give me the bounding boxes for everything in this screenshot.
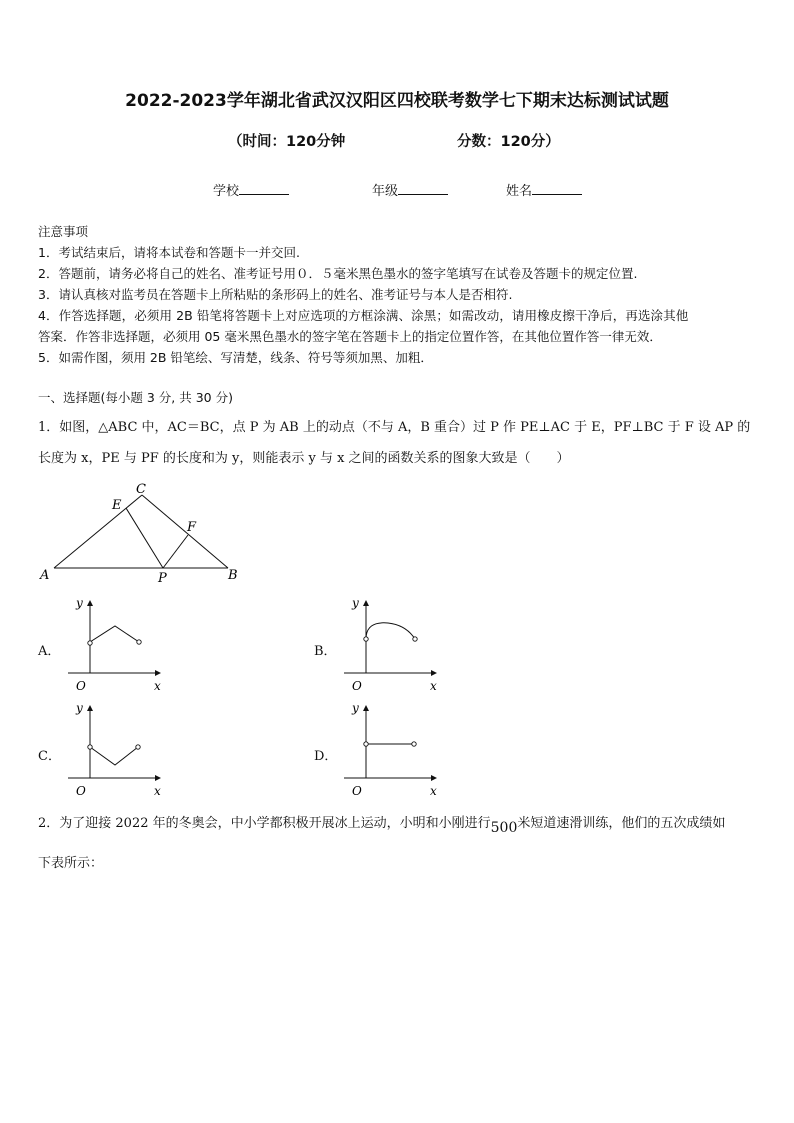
open-point	[136, 745, 140, 749]
question-2-line-1	[38, 812, 726, 836]
notice-item: 答案．作答非选择题，必须用 05 毫米黑色墨水的签字笔在答题卡上的指定位置作答，在其他位置作答一律无效．	[38, 329, 662, 344]
school-label: 学校	[213, 184, 240, 199]
y-axis-label: y	[352, 596, 359, 610]
point-label-p: P	[158, 571, 167, 586]
notice-item: 3．请认真核对监考员在答题卡上所粘贴的条形码上的姓名、准考证号与本人是否相符.	[38, 287, 513, 302]
open-point	[413, 637, 417, 641]
vertex-label-b: B	[228, 568, 238, 583]
notice-item: 4．作答选择题，必须用 2B 铅笔将答题卡上对应选项的方框涂满、涂黑；如需改动，请用橡皮擦干净后，再选涂其他	[38, 308, 689, 323]
x-axis-label: x	[430, 679, 437, 693]
point-label-f: F	[187, 520, 197, 535]
open-point	[364, 742, 368, 746]
option-b-label[interactable]: B．	[314, 644, 337, 659]
vertex-label-a: A	[40, 568, 50, 583]
grade-label: 年级	[372, 184, 399, 199]
school-field	[213, 180, 289, 199]
option-a-label[interactable]: A．	[38, 644, 61, 659]
grade-blank	[398, 182, 448, 195]
option-d-label[interactable]: D．	[314, 749, 338, 764]
open-point	[364, 637, 368, 641]
score-info: 分数：120分）	[457, 134, 560, 150]
origin-label: O	[352, 784, 362, 798]
notice-heading: 注意事项	[38, 224, 89, 239]
y-axis-label: y	[76, 701, 83, 715]
open-point	[88, 745, 92, 749]
open-point	[137, 640, 141, 644]
option-b-graph[interactable]	[338, 595, 448, 695]
point-label-e: E	[112, 498, 122, 513]
x-axis-label: x	[154, 784, 161, 798]
origin-label: O	[352, 679, 362, 693]
question-2-text-b: 米短道速滑训练，他们的五次成绩如	[517, 816, 726, 831]
name-blank	[532, 182, 582, 195]
option-d-graph[interactable]	[338, 700, 448, 800]
page-title: 2022-2023学年湖北省武汉汉阳区四校联考数学七下期末达标测试试题	[125, 91, 669, 111]
x-axis-label: x	[430, 784, 437, 798]
question-1-line-2: 长度为 x，PE 与 PF 的长度和为 y，则能表示 y 与 x 之间的函数关系的图象大致是（ ）	[38, 451, 570, 466]
question-1-line-1: 1．如图，△ABC 中，AC＝BC，点 P 为 AB 上的动点（不与 A，B 重合）过 P 作 PE⊥AC 于 E，PF⊥BC 于 F 设 AP 的	[38, 420, 751, 435]
notice-item: 2．答题前，请务必将自己的姓名、准考证号用０．５毫米黑色墨水的签字笔填写在试卷及答题卡的规定位置.	[38, 266, 638, 281]
y-axis-label: y	[76, 596, 83, 610]
y-axis-label: y	[352, 701, 359, 715]
origin-label: O	[76, 679, 86, 693]
question-2-text-a: 2．为了迎接 2022 年的冬奥会，中小学都积极开展冰上运动，小明和小刚进行	[38, 816, 491, 831]
school-blank	[239, 182, 289, 195]
notice-item: 5．如需作图，须用 2B 铅笔绘、写清楚，线条、符号等须加黑、加粗．	[38, 350, 433, 365]
open-point	[88, 641, 92, 645]
open-point	[412, 742, 416, 746]
distance-number: 500	[490, 820, 518, 836]
name-field	[506, 180, 582, 199]
triangle-figure	[36, 480, 256, 586]
notice-item: 1．考试结束后，请将本试卷和答题卡一并交回.	[38, 245, 300, 260]
section-heading: 一、选择题(每小题 3 分, 共 30 分)	[38, 390, 233, 405]
origin-label: O	[76, 784, 86, 798]
option-c-graph[interactable]	[62, 700, 172, 800]
x-axis-label: x	[154, 679, 161, 693]
vertex-label-c: C	[136, 482, 146, 497]
question-2-line-2: 下表所示：	[38, 856, 104, 871]
option-c-label[interactable]: C．	[38, 749, 61, 764]
name-label: 姓名	[506, 184, 533, 199]
grade-field	[372, 180, 448, 199]
option-a-graph[interactable]	[62, 595, 172, 695]
time-info: （时间：120分钟	[228, 134, 346, 150]
